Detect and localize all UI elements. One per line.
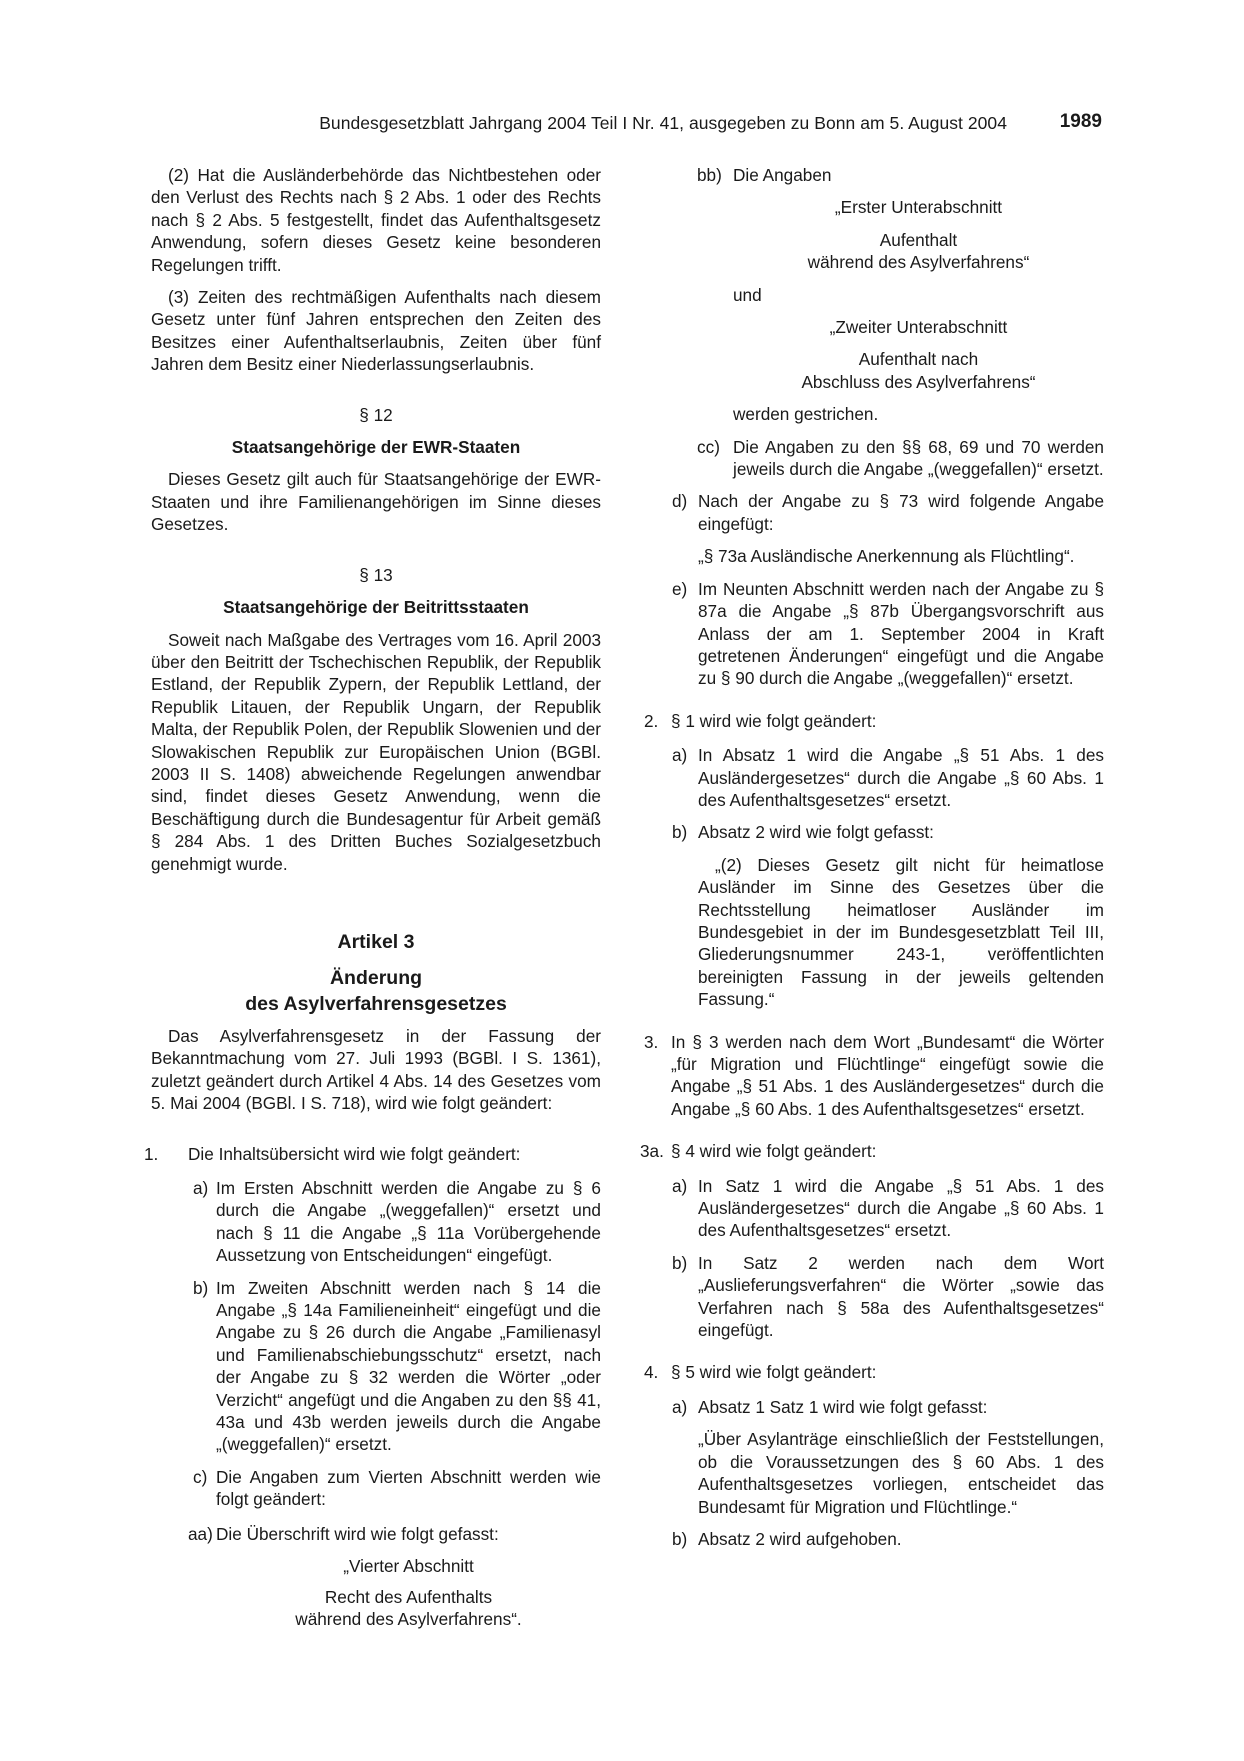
list-label: 3. [644,1031,659,1052]
list-text: Absatz 2 wird aufgehoben. [698,1528,902,1549]
quote-block-d [644,545,1104,567]
list-label: a) [672,1175,688,1196]
list-item-4a [644,1396,1104,1418]
list-item-3a [640,1140,1104,1162]
quote-block-bb [644,196,1104,425]
list-text: § 1 wird wie folgt geändert: [671,710,877,731]
list-item-aa [151,1523,601,1545]
list-label: a) [672,745,688,766]
list-label: e) [672,578,688,599]
list-item-1c [151,1466,601,1511]
quote-line: „(2) Dieses Gesetz gilt nicht für heimatlose Ausländer im Sinne des Gesetzes über die Rechtsstellung heimatloser Ausländer im Bundesgebiet in der im Bundesgesetzblatt Teil III, Gliederungsnummer 243-1, veröffentlichten bereinigten Fassung in der jeweils geltenden Fassung.“ [698,854,1104,1010]
list-label: cc) [697,436,720,457]
left-column [144,164,602,1630]
list-text: In § 3 werden nach dem Wort „Bundesamt“ die Wörter „für Migration und Flüchtlinge“ eingefügt sowie die Angabe „§ 51 Abs. 1 des Ausländergesetzes“ durch die Angabe „§ 60 Abs. 1 des Aufenthaltsgesetzes“ ersetzt. [671,1031,1104,1119]
list-text: Die Angaben zu den §§ 68, 69 und 70 werden jeweils durch die Angabe „(weggefallen)“ ersetzt. [733,436,1104,480]
list-label: b) [672,822,688,843]
list-label: bb) [697,165,722,185]
list-item-1a [151,1177,601,1267]
list-text: Nach der Angabe zu § 73 wird folgende Angabe eingefügt: [698,491,1104,534]
quote-line: „Erster Unterabschnitt [834,197,1003,218]
list-text: Die Überschrift wird wie folgt gefasst: [216,1523,499,1544]
quote-line: „Über Asylanträge einschließlich der Feststellungen, ob die Voraussetzungen des § 60 Abs. 1 des Aufenthaltsgesetzes vorliegen, entscheidet das Bundesamt für Migration und Flüchtlinge.“ [698,1429,1104,1517]
list-text: Die Angaben zum Vierten Abschnitt werden wie folgt geändert: [216,1466,601,1510]
list-text: In Absatz 1 wird die Angabe „§ 51 Abs. 1 des Ausländergesetzes“ durch die Angabe „§ 60 Abs. 1 des Aufenthaltsgesetzes“ ersetzt. [698,745,1104,810]
list-item-2 [644,710,1104,732]
list-item-2b [644,821,1104,843]
section-12-number: § 12 [359,404,393,425]
list-item-3a-b [644,1252,1104,1342]
section-12-text: Dieses Gesetz gilt auch für Staatsangehörige der EWR-Staaten und ihre Familienangehörigen im Sinne dieses Gesetzes. [151,469,601,535]
list-item-1 [144,1143,601,1165]
list-label: a) [193,1178,209,1198]
quote-line: während des Asylverfahrens“ [807,252,1030,273]
list-label: aa) [188,1523,213,1544]
list-label: 1. [144,1143,159,1164]
list-text: § 4 wird wie folgt geändert: [671,1141,877,1162]
quote-block-aa [151,1555,601,1630]
quote-line: Recht des Aufenthalts [324,1586,493,1607]
list-label: b) [672,1252,688,1273]
article-title-line1: Änderung [329,966,423,989]
quote-line: Aufenthalt [879,229,958,250]
paragraph-2: (2) Hat die Ausländerbehörde das Nichtbestehen oder den Verlust des Rechts nach § 2 Abs. 1 oder des Rechts nach § 2 Abs. 5 festgestellt, findet das Aufenthaltsgesetz Anwendung, sofern dieses Gesetz keine besonderen Regelungen trifft. [151,165,601,275]
list-text: Die Angaben [733,165,832,185]
list-text: Die Inhaltsübersicht wird wie folgt geändert: [188,1143,521,1164]
page-header [240,111,1102,137]
list-item-4b [644,1528,1104,1550]
list-item-3a-a [644,1175,1104,1242]
list-item-d [644,490,1104,535]
list-item-3 [644,1031,1104,1121]
quote-line: Aufenthalt nach [858,349,979,370]
quote-line: „Vierter Abschnitt [343,1556,474,1577]
list-label: 3a. [640,1141,664,1162]
quote-connector: und [733,284,762,305]
section-12-title: Staatsangehörige der EWR-Staaten [231,437,521,458]
quote-block-4a [644,1428,1104,1518]
quote-line: während des Asylverfahrens“. [295,1608,522,1629]
list-item-cc [644,436,1104,481]
right-column [640,164,1104,1550]
article-intro: Das Asylverfahrensgesetz in der Fassung der Bekanntmachung vom 27. Juli 1993 (BGBl. I S. 1361), zuletzt geändert durch Artikel 4 Abs. 14 des Gesetzes vom 5. Mai 2004 (BGBl. I S. 718), wird wie folgt geändert: [151,1025,601,1114]
quote-end: werden gestrichen. [733,404,879,425]
list-text: Im Neunten Abschnitt werden nach der Angabe zu § 87a die Angabe „§ 87b Übergangsvorschrift aus Anlass der am 1. September 2004 in Kraft getretenen Änderungen“ eingefügt und die Angabe zu § 90 durch die Angabe „(weggefallen)“ ersetzt. [698,578,1104,689]
quote-line: „Zweiter Unterabschnitt [829,317,1008,338]
article-title-line2: des Asylverfahrensgesetzes [245,992,507,1015]
list-item-1b [151,1277,601,1456]
section-13-title: Staatsangehörige der Beitrittsstaaten [223,597,529,618]
quote-block-2b [644,854,1104,1011]
article-number: Artikel 3 [337,930,415,953]
list-text: Absatz 1 Satz 1 wird wie folgt gefasst: [698,1396,988,1417]
list-label: c) [193,1466,208,1487]
list-label: b) [672,1528,688,1549]
list-text: Im Ersten Abschnitt werden die Angabe zu § 6 durch die Angabe „(weggefallen)“ ersetzt und nach § 11 die Angabe „§ 11a Vorübergehende Aussetzung von Entscheidungen“ eingefügt. [216,1178,601,1266]
page-number: 1989 [1059,111,1102,132]
section-13-text: Soweit nach Maßgabe des Vertrages vom 16. April 2003 über den Beitritt der Tschechischen Republik, der Republik Estland, der Republik Zypern, der Republik Lettland, der Republik Litauen, der Republik Ungarn, der Republik Malta, der Republik Polen, der Republik Slowenien und der Slowakischen Republik zur Europäischen Union (BGBl. 2003 II S. 1408) abweichende Regelungen anwendbar sind, findet dieses Gesetz Anwendung, wenn die Beschäftigung durch die Bundesagentur für Arbeit gemäß § 284 Abs. 1 des Dritten Buches Sozialgesetzbuch genehmigt wurde. [151,629,602,874]
header-text: Bundesgesetzblatt Jahrgang 2004 Teil I Nr. 41, ausgegeben zu Bonn am 5. August 2004 [319,113,1007,133]
list-text: In Satz 1 wird die Angabe „§ 51 Abs. 1 des Ausländergesetzes“ durch die Angabe „§ 60 Abs. 1 des Aufenthaltsgesetzes“ ersetzt. [698,1175,1104,1241]
list-label: a) [672,1396,688,1417]
list-item-e [644,578,1104,690]
list-text: In Satz 2 werden nach dem Wort „Auslieferungsverfahren“ die Wörter „sowie das Verfahren nach § 58a des Aufenthaltsgesetzes“ eingefügt. [698,1252,1104,1341]
quote-line: Abschluss des Asylverfahrens“ [801,371,1036,392]
list-item-bb [644,164,1104,186]
list-label: d) [672,491,688,512]
section-13-number: § 13 [359,564,393,585]
list-label: b) [193,1277,209,1298]
paragraph-3: (3) Zeiten des rechtmäßigen Aufenthalts nach diesem Gesetz unter fünf Jahren entsprechen den Zeiten des Besitzes einer Aufenthaltserlaubnis, Zeiten über fünf Jahren dem Besitz einer Niederlassungserlaubnis. [151,287,601,375]
list-label: 4. [644,1362,659,1383]
list-text: § 5 wird wie folgt geändert: [671,1362,877,1383]
list-text: Im Zweiten Abschnitt werden nach § 14 die Angabe „§ 14a Familieneinheit“ eingefügt und die Angabe zu § 26 durch die Angabe „Familienasyl und Familienabschiebungsschutz“ ersetzt, nach der Angabe zu § 32 werden die Wörter „oder Verzicht“ angefügt und die Angaben zu den §§ 41, 43a und 43b werden jeweils durch die Angabe „(weggefallen)“ ersetzt. [216,1277,601,1455]
list-text: Absatz 2 wird wie folgt gefasst: [698,822,934,843]
list-item-4 [644,1361,1104,1383]
list-item-2a [644,744,1104,811]
list-label: 2. [644,710,659,731]
quote-line: „§ 73a Ausländische Anerkennung als Flüchtling“. [698,546,1075,567]
